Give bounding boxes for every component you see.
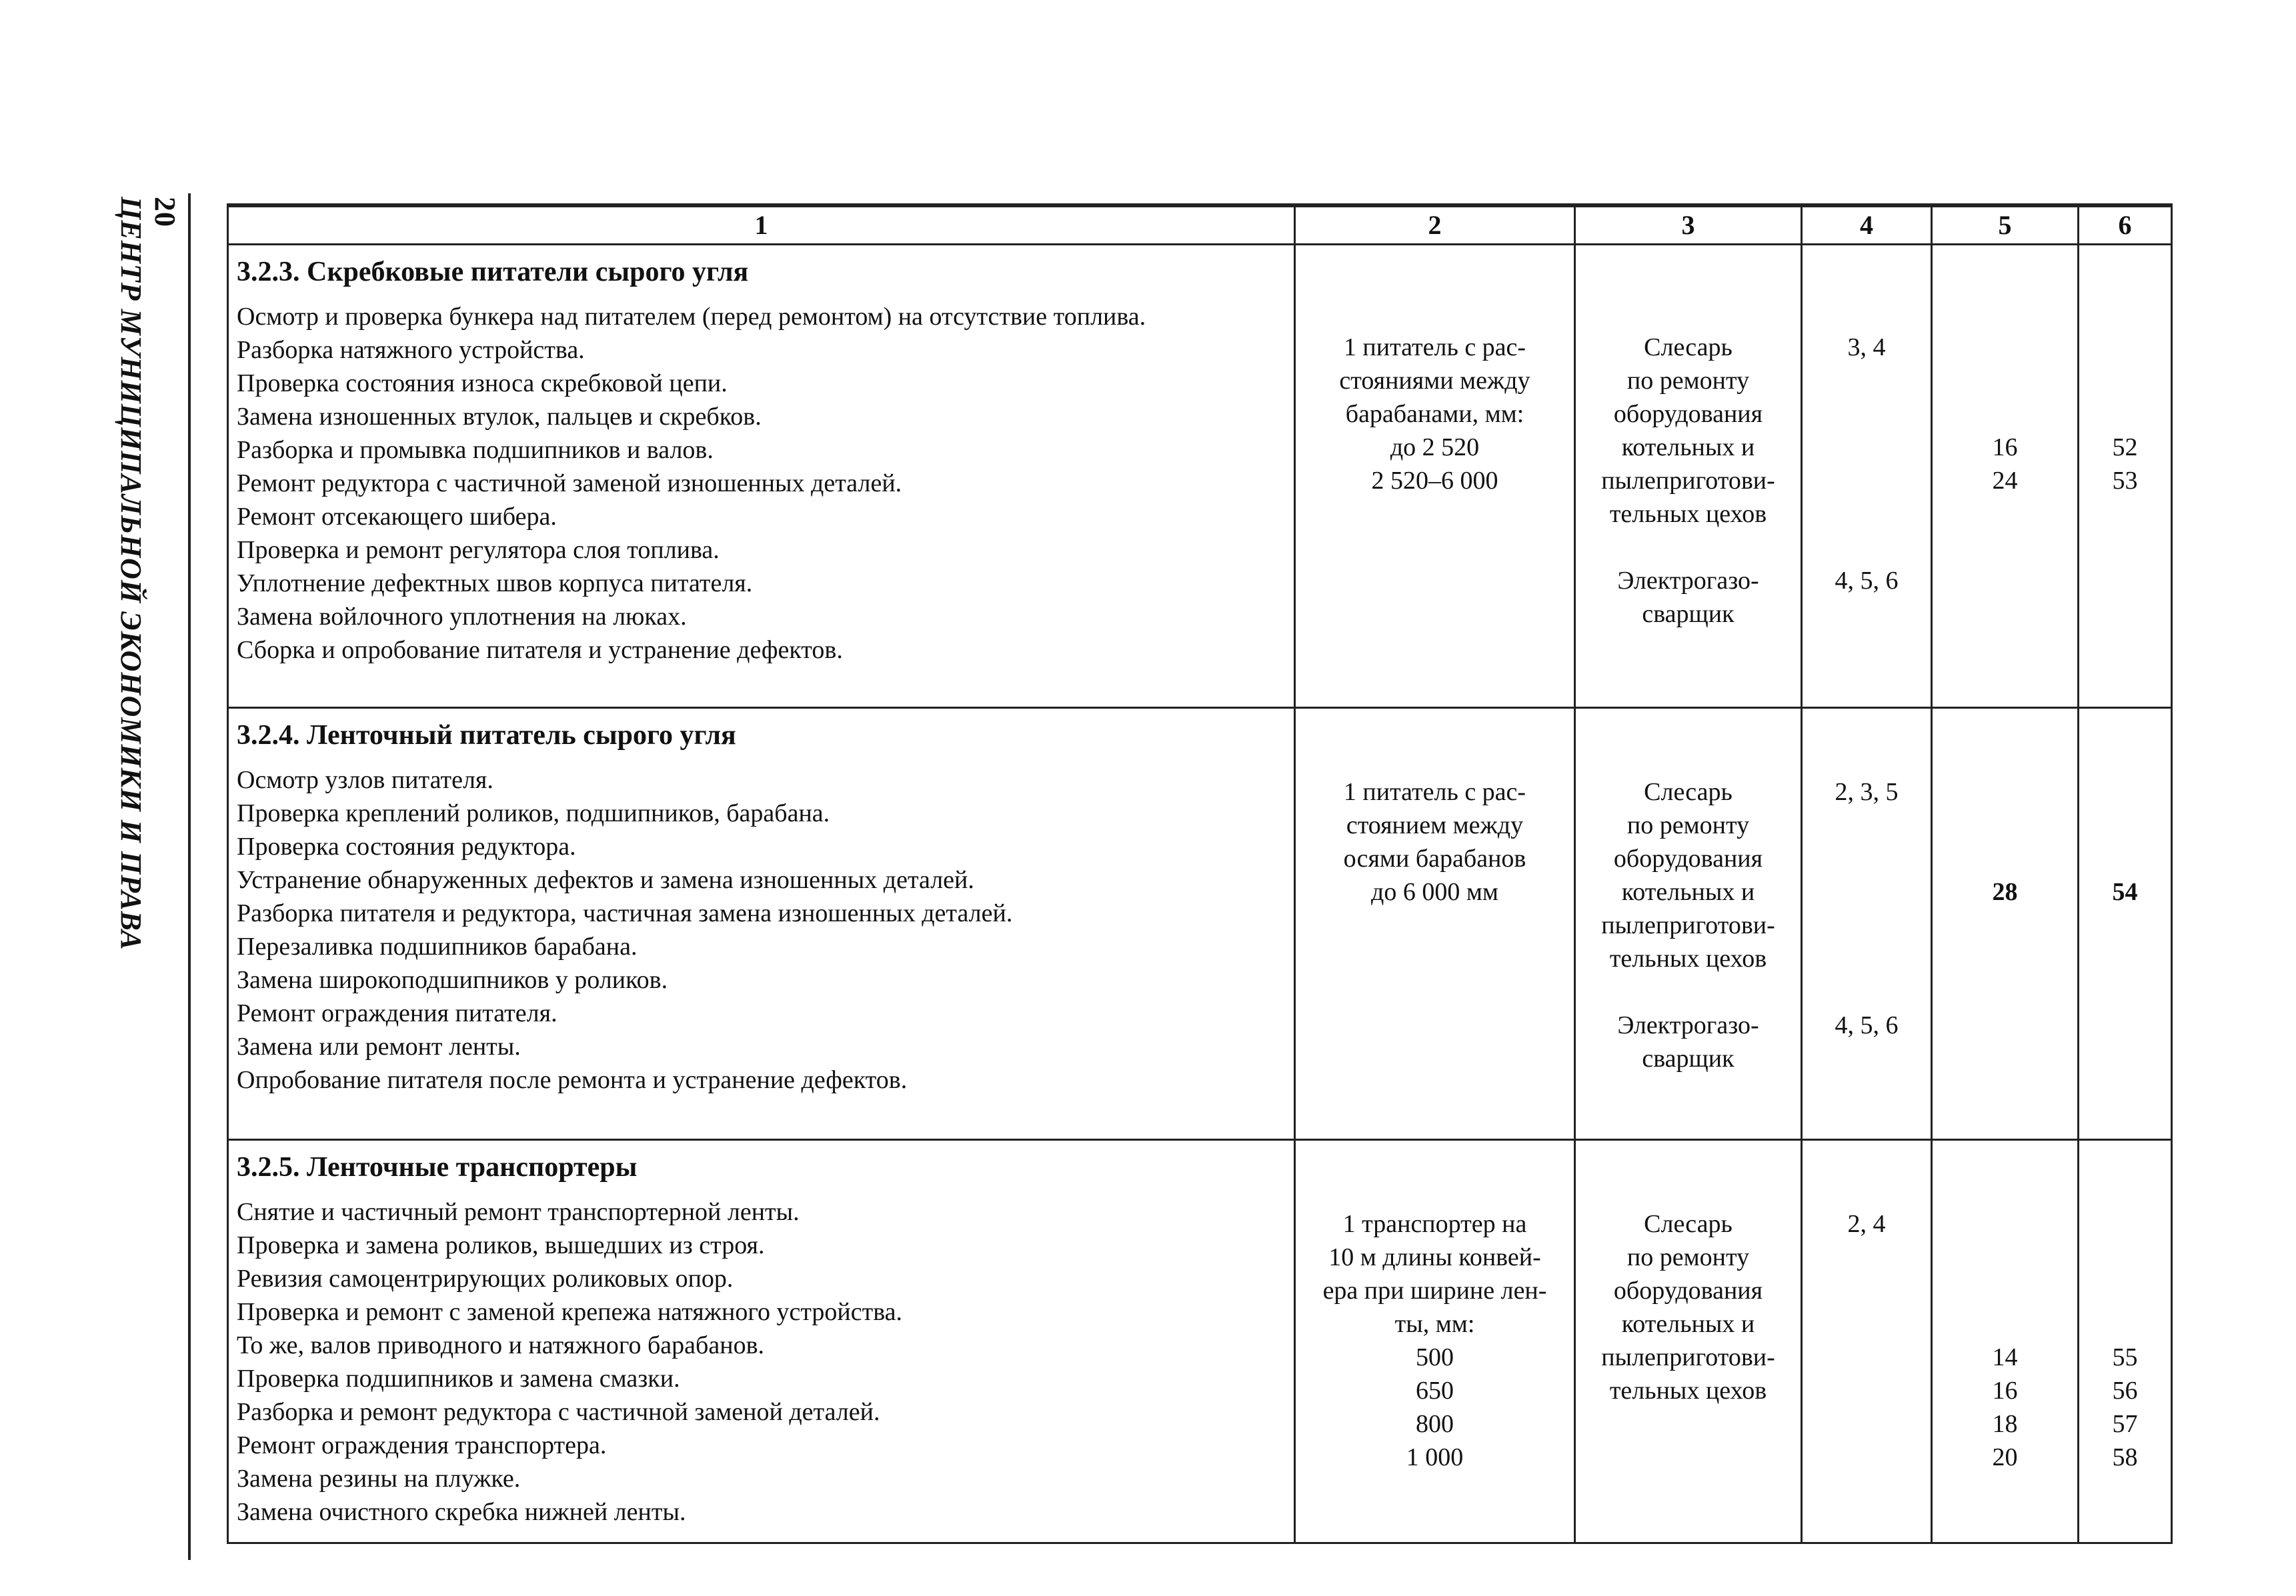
- equipment-cell: [1295, 708, 1575, 1140]
- operation-item: Проверка креплений роликов, подшипников, барабана.: [237, 799, 830, 827]
- operation-item: Ремонт ограждения транспортера.: [237, 1431, 607, 1459]
- table-row: [228, 708, 2172, 1140]
- grade-text: 2, 4: [1847, 1210, 1886, 1238]
- side-header: [115, 197, 182, 1237]
- operation-item: Проверка подшипников и замена смазки.: [237, 1365, 680, 1393]
- grade-cell: [1802, 708, 1932, 1140]
- column-header: 5: [1932, 205, 2079, 245]
- publisher-name: ЦЕНТР МУНИЦИПАЛЬНОЙ ЭКОНОМИКИ И ПРАВА: [115, 197, 147, 951]
- operation-item: Проверка состояния износа скребковой цепи.: [237, 369, 728, 397]
- equipment-cell: [1295, 245, 1575, 708]
- operation-item: Замена или ремонт ленты.: [237, 1033, 521, 1061]
- column-header: 1: [228, 205, 1295, 245]
- operation-item: Замена изношенных втулок, пальцев и скребков.: [237, 403, 762, 431]
- operations-cell: [228, 245, 1295, 708]
- norm-values: 14 16 18 20: [1992, 1343, 2018, 1471]
- equipment-text: 1 питатель с рас- стояниями между барабанами, мм: до 2 520 2 520–6 000: [1339, 333, 1530, 495]
- operation-item: Снятие и частичный ремонт транспортерной ленты.: [237, 1198, 800, 1226]
- profession-text: Слесарь по ремонту оборудования котельных и пылеприготови- тельных цехов: [1601, 333, 1775, 528]
- table-row: [228, 245, 2172, 708]
- operation-item: Проверка состояния редуктора.: [237, 833, 576, 861]
- norm-cell: [1932, 245, 2079, 708]
- section-title: 3.2.3. Скребковые питатели сырого угля: [237, 257, 749, 287]
- column-header: 6: [2079, 205, 2172, 245]
- profession-text: Слесарь по ремонту оборудования котельных и пылеприготови- тельных цехов: [1601, 1210, 1775, 1405]
- operation-item: Замена резины на плужке.: [237, 1465, 521, 1493]
- operation-item: Ремонт отсекающего шибера.: [237, 503, 557, 531]
- operation-item: Уплотнение дефектных швов корпуса питателя.: [237, 569, 753, 597]
- norm-cell: [1932, 708, 2079, 1140]
- operation-item: Опробование питателя после ремонта и устранение дефектов.: [237, 1066, 908, 1094]
- operation-item: Замена очистного скребка нижней ленты.: [237, 1498, 686, 1526]
- operation-item: Замена широкоподшипников у роликов.: [237, 966, 668, 994]
- operation-item: Перезаливка подшипников барабана.: [237, 933, 638, 961]
- index-cell: [2079, 708, 2172, 1140]
- operation-item: Сборка и опробование питателя и устранение дефектов.: [237, 636, 843, 664]
- operations-cell: [228, 1140, 1295, 1543]
- operations-cell: [228, 708, 1295, 1140]
- index-values: 55 56 57 58: [2112, 1343, 2138, 1471]
- index-values: 54: [2112, 878, 2138, 906]
- column-header: 4: [1802, 205, 1932, 245]
- grade-text-2: 4, 5, 6: [1835, 1011, 1899, 1039]
- column-header: 3: [1575, 205, 1802, 245]
- operation-item: То же, валов приводного и натяжного барабанов.: [237, 1331, 765, 1359]
- section-title: 3.2.4. Ленточный питатель сырого угля: [237, 720, 736, 751]
- index-cell: [2079, 245, 2172, 708]
- section-title: 3.2.5. Ленточные транспортеры: [237, 1152, 638, 1183]
- operation-item: Проверка и замена роликов, вышедших из строя.: [237, 1231, 765, 1259]
- operation-item: Ремонт редуктора с частичной заменой изношенных деталей.: [237, 469, 902, 497]
- index-cell: [2079, 1140, 2172, 1543]
- equipment-text: 1 транспортер на 10 м длины конвей- ера при ширине лен- ты, мм: 500 650 800 1 000: [1322, 1210, 1547, 1471]
- operation-item: Разборка питателя и редуктора, частичная замена изношенных деталей.: [237, 899, 1013, 927]
- operation-item: Проверка и ремонт с заменой крепежа натяжного устройства.: [237, 1298, 903, 1326]
- operation-item: Разборка и промывка подшипников и валов.: [237, 436, 714, 464]
- operation-item: Разборка натяжного устройства.: [237, 336, 585, 364]
- operation-item: Разборка и ремонт редуктора с частичной заменой деталей.: [237, 1398, 880, 1426]
- equipment-text: 1 питатель с рас- стоянием между осями барабанов до 6 000 мм: [1343, 778, 1526, 906]
- grade-text-2: 4, 5, 6: [1835, 567, 1899, 595]
- profession-text-2: Электрогазо- сварщик: [1617, 1011, 1759, 1073]
- grade-cell: [1802, 245, 1932, 708]
- grade-text: 2, 3, 5: [1835, 778, 1899, 806]
- operation-item: Осмотр узлов питателя.: [237, 766, 493, 794]
- profession-cell: [1575, 1140, 1802, 1543]
- norm-values: 16 24: [1992, 433, 2018, 495]
- operation-item: Замена войлочного уплотнения на люках.: [237, 603, 687, 631]
- margin-rule: [188, 193, 191, 1560]
- page-number: 20: [149, 197, 181, 227]
- profession-text-2: Электрогазо- сварщик: [1617, 567, 1759, 628]
- profession-text: Слесарь по ремонту оборудования котельных и пылеприготови- тельных цехов: [1601, 778, 1775, 973]
- operation-item: Устранение обнаруженных дефектов и замена изношенных деталей.: [237, 866, 974, 894]
- norm-values: 28: [1992, 878, 2018, 906]
- index-values: 52 53: [2112, 433, 2138, 495]
- grade-cell: [1802, 1140, 1932, 1543]
- equipment-cell: [1295, 1140, 1575, 1543]
- norm-cell: [1932, 1140, 2079, 1543]
- norms-table: [227, 203, 2173, 1544]
- profession-cell: [1575, 245, 1802, 708]
- operation-item: Проверка и ремонт регулятора слоя топлива.: [237, 536, 720, 564]
- grade-text: 3, 4: [1847, 333, 1886, 361]
- operation-item: Осмотр и проверка бункера над питателем (перед ремонтом) на отсутствие топлива.: [237, 303, 1146, 331]
- header-row: [228, 205, 2172, 245]
- profession-cell: [1575, 708, 1802, 1140]
- operation-item: Ревизия самоцентрирующих роликовых опор.: [237, 1265, 734, 1293]
- table-row: [228, 1140, 2172, 1543]
- operation-item: Ремонт ограждения питателя.: [237, 999, 557, 1027]
- column-header: 2: [1295, 205, 1575, 245]
